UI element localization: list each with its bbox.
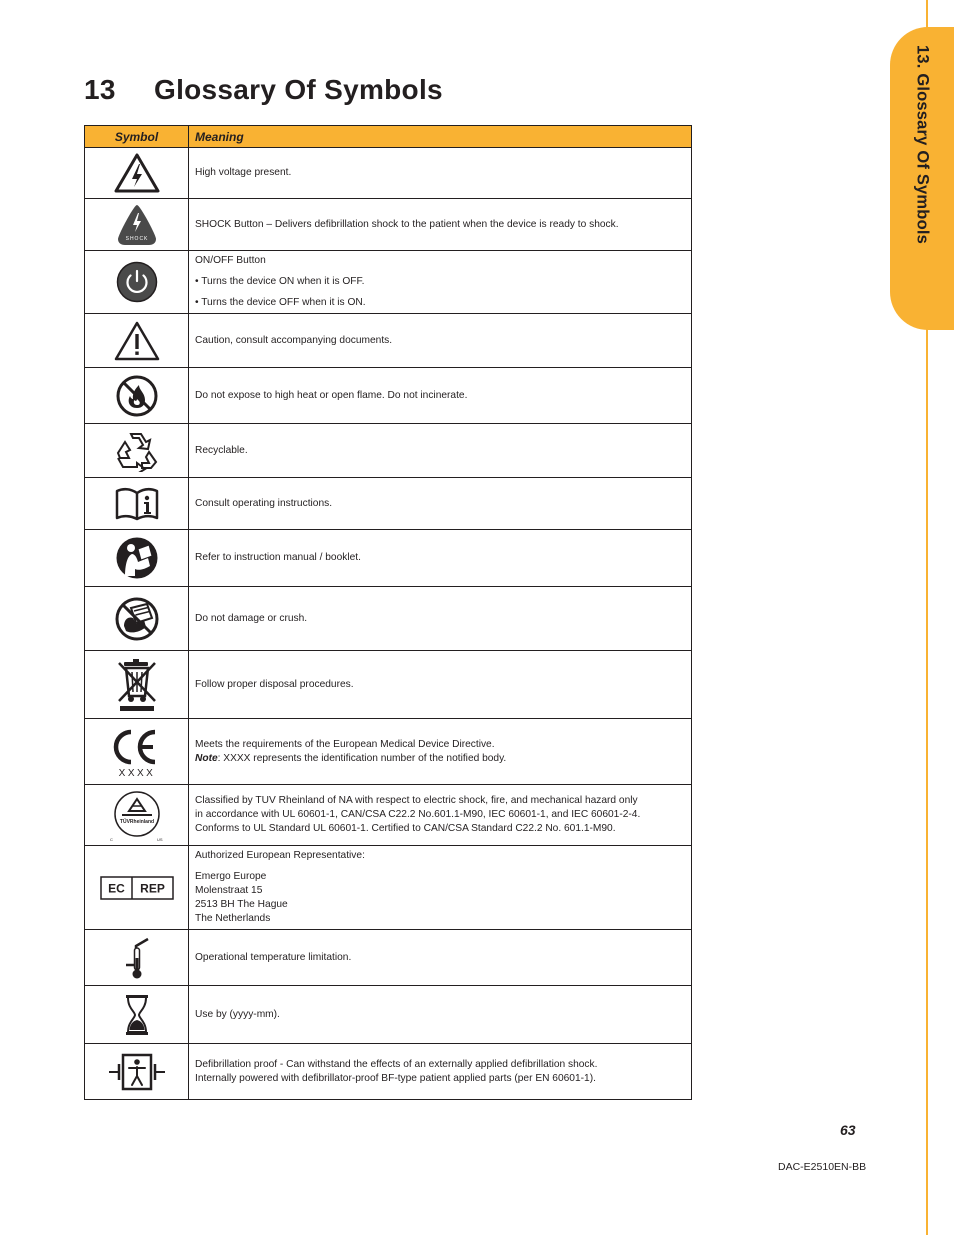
meaning-cell: High voltage present. <box>189 148 692 199</box>
table-row <box>85 930 692 986</box>
table-row <box>85 424 692 478</box>
meaning-line: Classified by TUV Rheinland of NA with respect to electric shock, fire, and mechanical hazard only <box>195 795 638 806</box>
ec-rep-icon <box>100 876 174 900</box>
symbol-cell <box>85 148 189 199</box>
ce-notified-body-id: XXXX <box>118 767 155 779</box>
symbol-cell <box>85 314 189 368</box>
meaning-cell <box>189 785 692 846</box>
meaning-line: Internally powered with defibrillator-proof BF-type patient applied parts (per EN 60601-1). <box>195 1072 596 1084</box>
section-side-tab <box>890 27 954 330</box>
symbol-cell <box>85 478 189 530</box>
high-voltage-icon <box>113 152 161 194</box>
meaning-cell: Caution, consult accompanying documents. <box>189 314 692 368</box>
meaning-note <box>195 752 683 766</box>
meaning-cell: Do not expose to high heat or open flame. Do not incinerate. <box>189 368 692 424</box>
power-button-icon <box>116 261 158 303</box>
table-row <box>85 148 692 199</box>
meaning-line: ON/OFF Button <box>195 255 266 266</box>
no-flame-icon <box>115 374 159 418</box>
symbol-cell <box>85 199 189 251</box>
defib-proof-icon <box>107 1052 167 1092</box>
symbol-cell <box>85 651 189 719</box>
address-line: 2513 BH The Hague <box>195 899 288 910</box>
meaning-cell: Follow proper disposal procedures. <box>189 651 692 719</box>
table-row <box>85 199 692 251</box>
meaning-line: Meets the requirements of the European Medical Device Directive. <box>195 738 495 750</box>
note-label: Note <box>195 752 218 764</box>
meaning-cell: Do not damage or crush. <box>189 587 692 651</box>
symbols-table <box>84 125 692 1100</box>
meaning-cell <box>189 251 692 314</box>
tuv-c-label: C <box>109 837 113 842</box>
table-row <box>85 314 692 368</box>
address-line: Emergo Europe <box>195 871 267 882</box>
table-row <box>85 986 692 1044</box>
note-text: : XXXX represents the identification number of the notified body. <box>217 752 507 764</box>
meaning-cell <box>189 846 692 930</box>
symbol-cell <box>85 719 189 785</box>
address-line: The Netherlands <box>195 913 271 924</box>
meaning-line: Defibrillation proof - Can withstand the effects of an externally applied defibrillation shock. <box>195 1058 598 1070</box>
meaning-line: Conforms to UL Standard UL 60601-1. Certified to CAN/CSA Standard C22.2 No. 601.1-M90. <box>195 823 616 834</box>
symbol-cell <box>85 1044 189 1100</box>
meaning-line: • Turns the device OFF when it is ON. <box>195 297 366 308</box>
symbol-cell <box>85 424 189 478</box>
table-row <box>85 719 692 785</box>
meaning-line: • Turns the device ON when it is OFF. <box>195 276 365 287</box>
thermometer-icon <box>122 936 152 980</box>
chapter-number: 13 <box>84 74 116 105</box>
do-not-crush-icon <box>114 596 160 642</box>
header-symbol: Symbol <box>85 126 189 148</box>
instruction-manual-icon <box>115 536 159 580</box>
meaning-cell: Consult operating instructions. <box>189 478 692 530</box>
side-tab-label: 13. Glossary Of Symbols <box>913 45 932 245</box>
meaning-cell: SHOCK Button – Delivers defibrillation shock to the patient when the device is ready to shock. <box>189 199 692 251</box>
meaning-cell: Operational temperature limitation. <box>189 930 692 986</box>
table-row <box>85 478 692 530</box>
caution-icon <box>113 320 161 362</box>
page-title <box>84 74 443 106</box>
symbol-cell <box>85 986 189 1044</box>
symbol-cell <box>85 785 189 846</box>
symbol-cell <box>85 930 189 986</box>
table-row <box>85 1044 692 1100</box>
crossed-bin-icon <box>114 658 160 712</box>
header-meaning: Meaning <box>189 126 692 148</box>
meaning-cell: Use by (yyyy-mm). <box>189 986 692 1044</box>
table-row <box>85 251 692 314</box>
meaning-line: in accordance with UL 60601-1, CAN/CSA C22.2 No.601.1-M90, IEC 60601-1, and IEC 60601-2-4. <box>195 809 641 820</box>
meaning-cell: Refer to instruction manual / booklet. <box>189 530 692 587</box>
symbol-cell <box>85 251 189 314</box>
recyclable-icon <box>115 430 159 472</box>
operating-instructions-icon <box>114 487 160 521</box>
meaning-cell <box>189 1044 692 1100</box>
symbol-cell <box>85 368 189 424</box>
symbol-cell <box>85 530 189 587</box>
chapter-title: Glossary Of Symbols <box>154 74 443 105</box>
table-row <box>85 846 692 930</box>
ce-mark-icon <box>107 724 167 780</box>
table-header-row <box>85 126 692 148</box>
meaning-cell <box>189 719 692 785</box>
shock-button-icon <box>115 203 159 247</box>
meaning-cell: Recyclable. <box>189 424 692 478</box>
tuv-logo-text: TÜVRheinland <box>119 819 154 825</box>
hourglass-icon <box>123 993 151 1037</box>
page-number: 63 <box>840 1122 856 1138</box>
table-row <box>85 651 692 719</box>
address-line: Molenstraat 15 <box>195 885 263 896</box>
tuv-us-label: US <box>156 837 163 842</box>
table-row <box>85 785 692 846</box>
meaning-line: Authorized European Representative: <box>195 850 365 861</box>
rep-label: REP <box>139 881 165 895</box>
ec-label: EC <box>107 881 125 895</box>
table-row <box>85 530 692 587</box>
table-row <box>85 587 692 651</box>
symbol-cell <box>85 587 189 651</box>
tuv-mark-icon <box>107 787 167 843</box>
table-row <box>85 368 692 424</box>
document-code: DAC-E2510EN-BB <box>778 1161 867 1173</box>
symbol-cell <box>85 846 189 930</box>
shock-icon-label: SHOCK <box>125 235 148 242</box>
